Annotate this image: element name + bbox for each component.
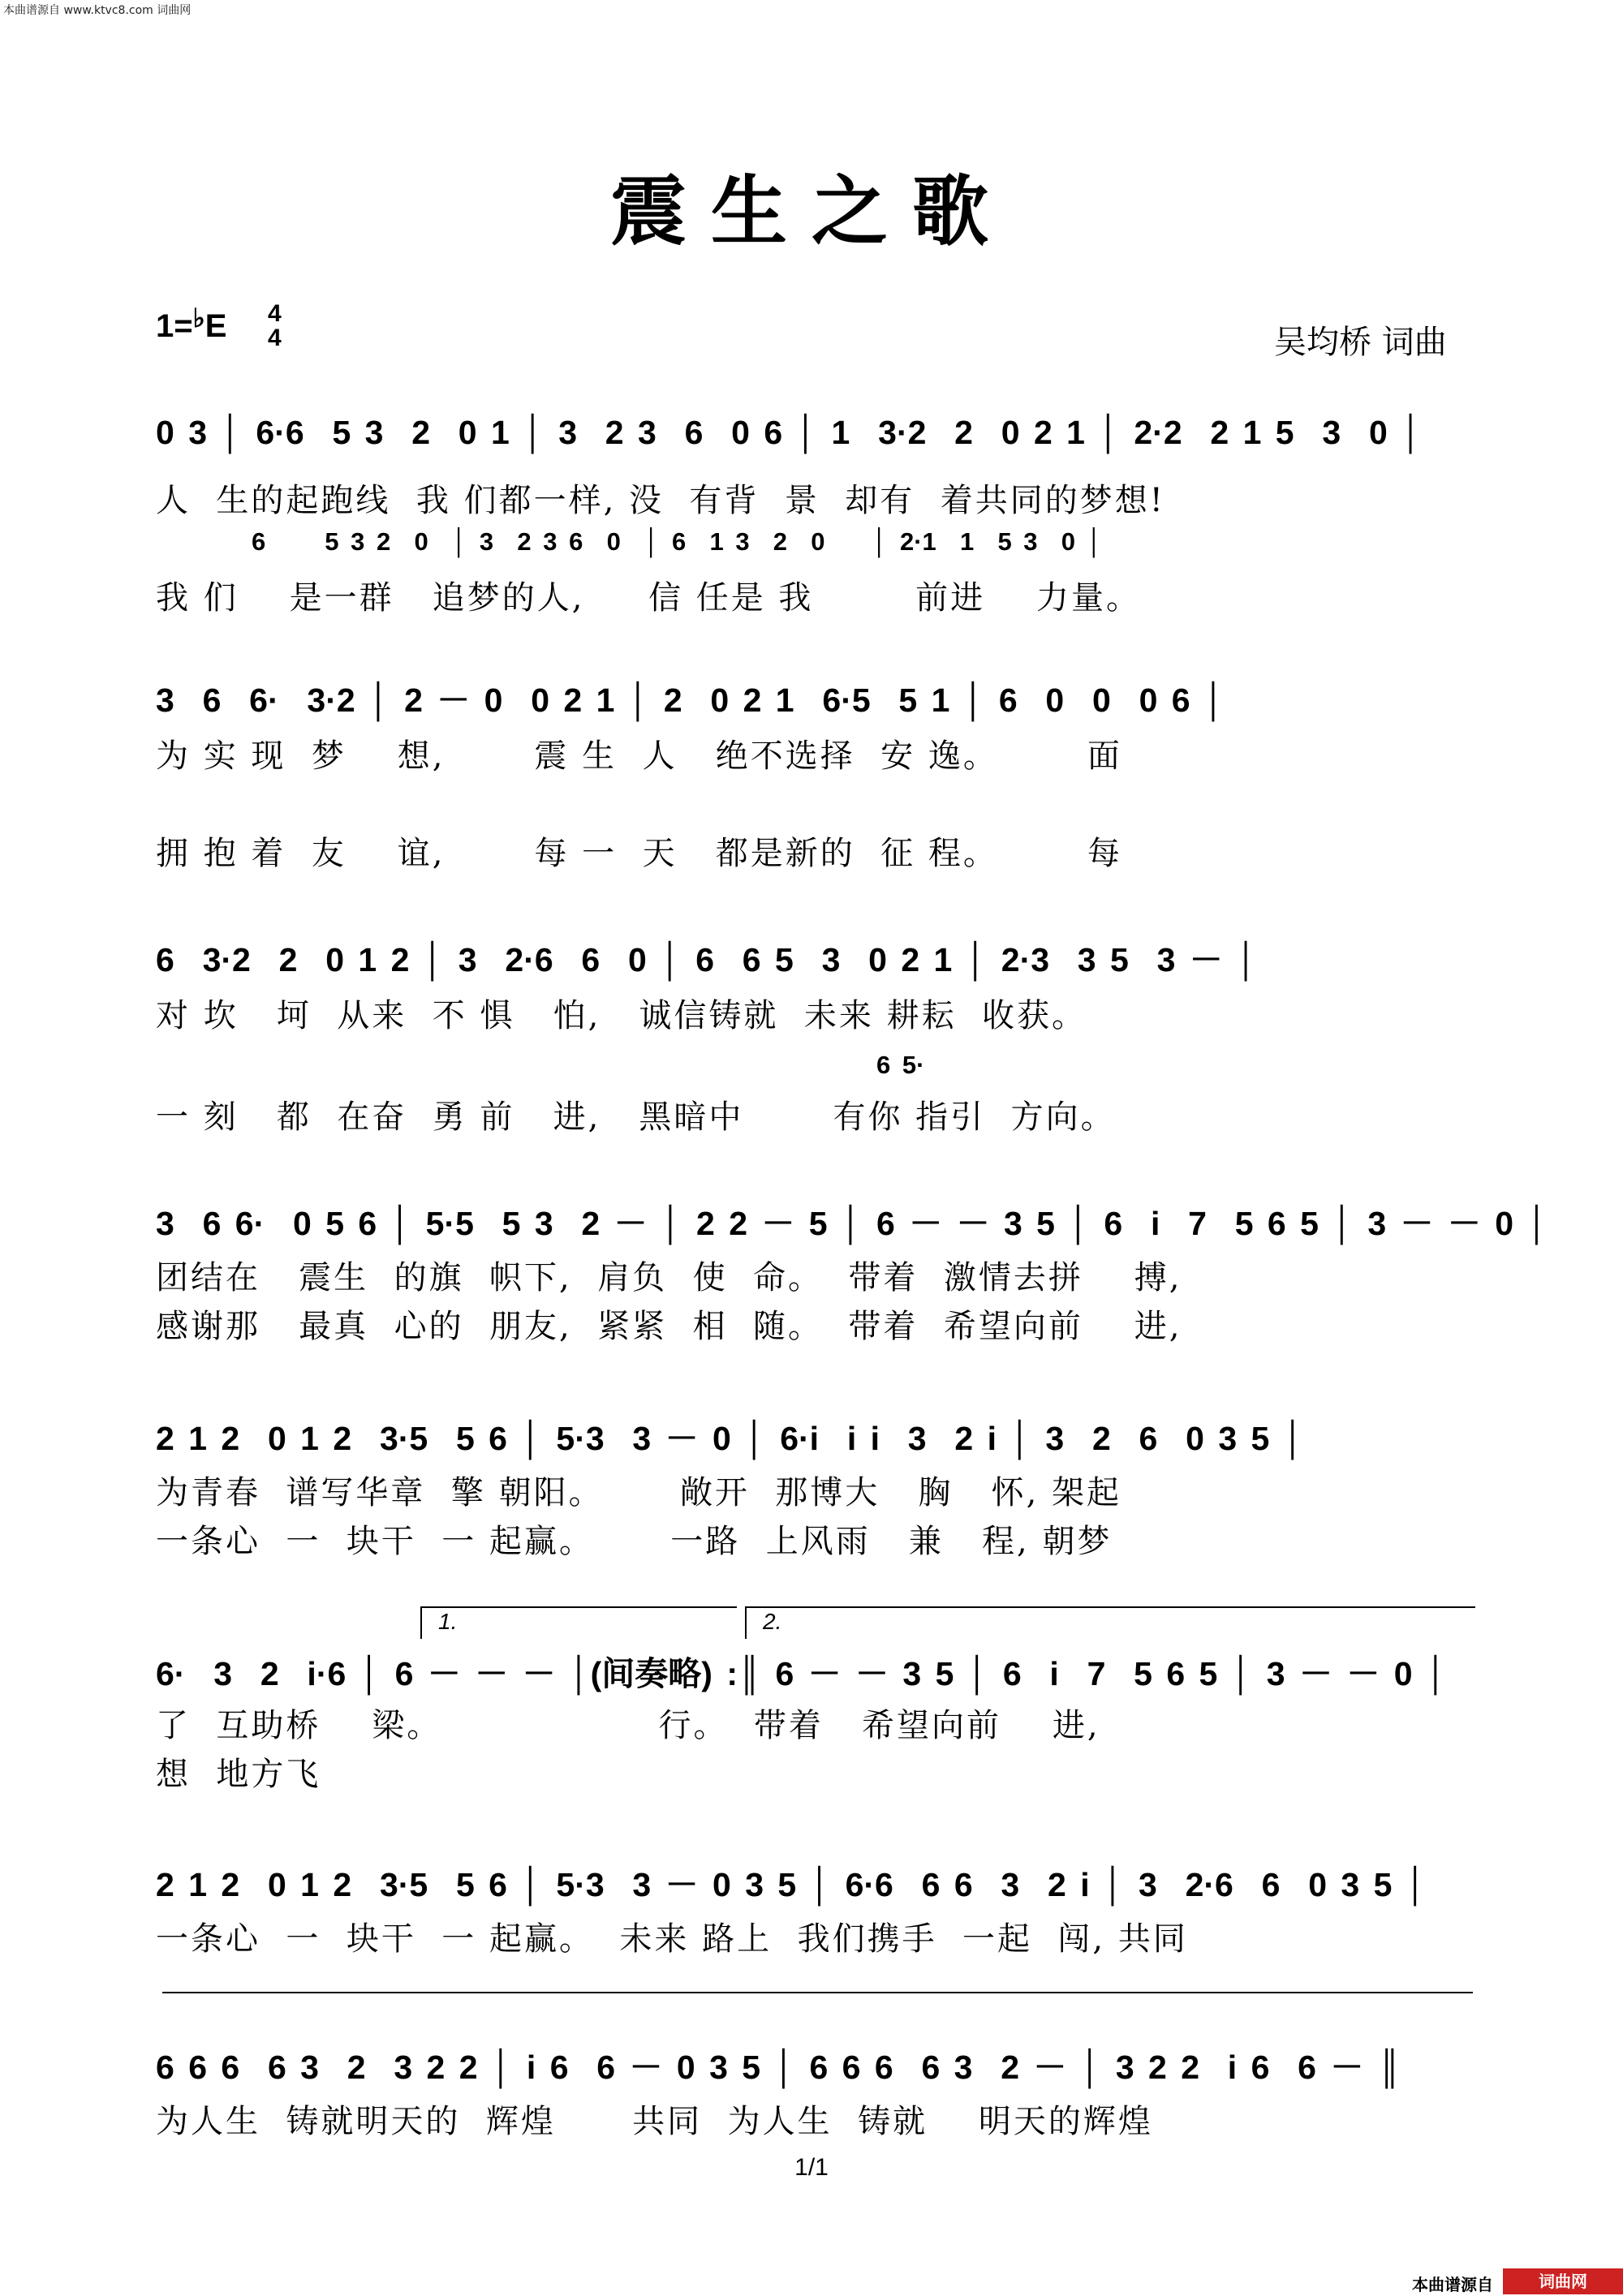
notation-line: 2 1 2 0 1 2 3·5 5 6 │ 5·3 3 － 0 │ 6·i i i 3 2 i │ 3 2 6 0 3 5 │ <box>156 1420 1305 1457</box>
notation-line: 3 6 6· 0 5 6 │ 5·5 5 3 2 － │ 2 2 － 5 │ 6 － － 3 5 │ 6 i 7 5 6 5 │ 3 － － 0 │ <box>156 1205 1549 1242</box>
lyric-line-1: 人 生的起跑线 我 们都一样, 没 有背 景 却有 着共同的梦想! <box>156 482 1165 519</box>
footer-brand: 本曲谱源自 <box>1412 2275 1493 2294</box>
lyric-line-1: 为青春 谱写华章 擎 朝阳。 敞开 那博大 胸 怀, 架起 <box>156 1474 1122 1511</box>
lyric-line-2: 一 刻 都 在奋 勇 前 进, 黑暗中 有你 指引 方向。 <box>156 1099 1116 1136</box>
notation-line: 6· 3 2 i·6 │ 6 － － － │(间奏略) :║ 6 － － 3 5 │ 6 i 7 5 6 5 │ 3 － － 0 │ <box>156 1655 1448 1692</box>
footer-logo: 词曲网 <box>1503 2268 1623 2294</box>
volta-number-1: 1. <box>438 1609 458 1634</box>
page-number: 1/1 <box>794 2154 829 2181</box>
lyric-line-1: 为 实 现 梦 想, 震 生 人 绝不选择 安 逸。 面 <box>156 737 1122 775</box>
lyric-line-1: 团结在 震生 的旗 帜下, 肩负 使 命。 带着 激情去拼 搏, <box>156 1259 1182 1296</box>
key-note: E <box>204 308 227 344</box>
lyric-line-2: 一条心 一 块干 一 起赢。 一路 上风雨 兼 程, 朝梦 <box>156 1523 1113 1560</box>
volta-bracket-2 <box>745 1606 1475 1608</box>
volta-bracket-1 <box>420 1606 737 1608</box>
lyric-line-1: 为人生 铸就明天的 辉煌 共同 为人生 铸就 明天的辉煌 <box>156 2103 1153 2140</box>
volta-number-2: 2. <box>763 1609 782 1634</box>
song-title: 震生之歌 <box>609 167 1013 256</box>
flat-symbol: ♭ <box>192 303 205 333</box>
notation-line: 0 3 │ 6·6 5 3 2 0 1 │ 3 2 3 6 0 6 │ 1 3·2 2 0 2 1 │ 2·2 2 1 5 3 0 │ <box>156 414 1423 451</box>
lyric-line-1: 了 互助桥 梁。 行。 带着 希望向前 进, <box>156 1707 1100 1744</box>
lyric-line-2: 拥 抱 着 友 谊, 每 一 天 都是新的 征 程。 每 <box>156 835 1122 872</box>
notation-line: 6 3·2 2 0 1 2 │ 3 2·6 6 0 │ 6 6 5 3 0 2 1 │ 2·3 3 5 3 － │ <box>156 941 1258 978</box>
key-signature <box>156 303 227 345</box>
time-signature-top: 4 <box>268 300 282 327</box>
notation-line: 3 6 6· 3·2 │ 2 － 0 0 2 1 │ 2 0 2 1 6·5 5 1 │ 6 0 0 0 6 │ <box>156 681 1225 719</box>
lyric-line-2: 我 们 是一群 追梦的人, 信 任是 我 前进 力量。 <box>156 579 1142 617</box>
volta-bracket-2-edge <box>745 1606 747 1639</box>
key-prefix: 1= <box>156 308 193 344</box>
lyric-line-1: 对 坎 坷 从来 不 惧 怕, 诚信铸就 未来 耕耘 收获。 <box>156 997 1087 1034</box>
time-signature-bottom: 4 <box>268 325 282 351</box>
notation-line: 6 6 6 6 3 2 3 2 2 │ i 6 6 － 0 3 5 │ 6 6 6 6 3 2 － │ 3 2 2 i 6 6 － ║ <box>156 2049 1401 2086</box>
lyric-line-2: 感谢那 最真 心的 朋友, 紧紧 相 随。 带着 希望向前 进, <box>156 1308 1182 1345</box>
lyric-line-2: 想 地方飞 <box>156 1756 321 1793</box>
source-header: 本曲谱源自 www.ktvc8.com 词曲网 <box>3 4 192 17</box>
volta-bracket-1-edge <box>420 1606 422 1639</box>
secondary-notation-line: 6 5 3 2 0 │ 3 2 3 6 0 │ 6 1 3 2 0 │ 2·1 1 5 3 0 │ <box>252 527 1104 556</box>
secondary-notation-line: 6 5· <box>876 1051 925 1079</box>
time-signature <box>268 302 282 350</box>
notation-line: 2 1 2 0 1 2 3·5 5 6 │ 5·3 3 － 0 3 5 │ 6·6 6 6 3 2 i │ 3 2·6 6 0 3 5 │ <box>156 1866 1427 1903</box>
composer-credit: 吴均桥 词曲 <box>1274 324 1447 361</box>
slur-line <box>162 1992 1473 1993</box>
lyric-line-1: 一条心 一 块干 一 起赢。 未来 路上 我们携手 一起 闯, 共同 <box>156 1920 1188 1958</box>
